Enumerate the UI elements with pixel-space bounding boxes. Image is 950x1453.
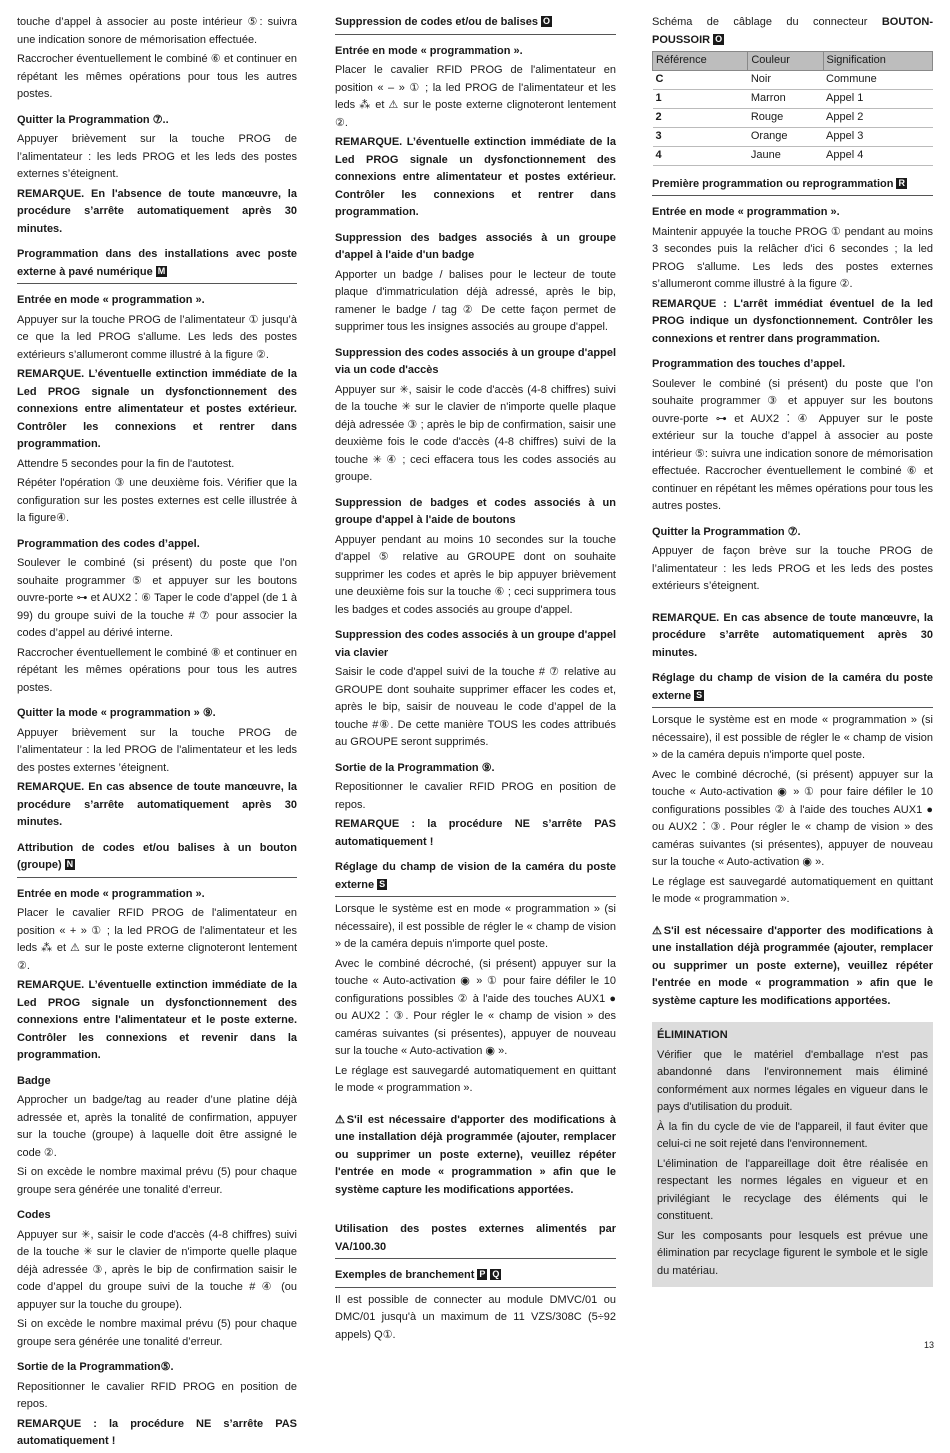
table-row bbox=[653, 146, 933, 165]
figure-tag: P bbox=[479, 1269, 486, 1279]
caption-text: Schéma de câblage du connecteur bbox=[652, 16, 868, 28]
figure-tag: Q bbox=[492, 1269, 500, 1279]
table-cell: 1 bbox=[653, 89, 748, 108]
paragraph: Appuyer brièvement sur la touche PROG de l’alimentateur : la led PROG de l'alimentateur et les leds des postes externes ’éteignent. bbox=[17, 726, 297, 774]
figure-tag: M bbox=[157, 265, 166, 276]
section-heading-camera bbox=[652, 670, 933, 708]
page-number: 13 bbox=[923, 1340, 934, 1350]
table-header-row bbox=[653, 52, 933, 71]
table-row bbox=[653, 89, 933, 108]
heading-codes: Codes bbox=[17, 1209, 51, 1221]
table-cell: Marron bbox=[748, 89, 823, 108]
table-cell: 3 bbox=[653, 127, 748, 146]
section-heading-first-programming bbox=[652, 176, 933, 197]
section-heading-text: Suppression de codes et/ou de balises bbox=[335, 16, 538, 28]
heading-badge: Badge bbox=[17, 1074, 51, 1087]
table-cell: Appel 2 bbox=[823, 108, 933, 127]
heading-entree: Entrée en mode « programmation ». bbox=[335, 44, 523, 57]
column-right bbox=[652, 14, 933, 1287]
warning-note: ⚠S'il est nécessaire d'apporter des modifications à une installation déjà programmée (ajouter, remplacer ou supprimer un poste externe), veuillez répéter l'entrée en mode « programmation » afin que le système capture les modifications apportées. bbox=[652, 924, 933, 1007]
paragraph: Le réglage est sauvegardé automatiquement en quittant le mode « programmation ». bbox=[652, 875, 933, 905]
heading-quit-programming: Quitter la Programmation ⑦. bbox=[652, 525, 801, 538]
table-header: Référence bbox=[653, 52, 748, 71]
heading-codes-access: Suppression des codes associés à un groupe d'appel via un code d'accès bbox=[335, 346, 616, 376]
paragraph: Approcher un badge/tag au reader d’une platine déjà adressée et, après la tonalité de confirmation, appuyer sur la touche (groupe) à laquelle doit être assigné le code ②. bbox=[17, 1094, 297, 1159]
section-heading-text: Réglage du champ de vision de la caméra du poste externe bbox=[652, 672, 933, 702]
section-heading-text: Attribution de codes et/ou balises à un bouton (groupe) bbox=[17, 841, 297, 871]
paragraph: Avec le combiné décroché, (si présent) appuyer sur la touche « Auto-activation ◉ » ① pour faire défiler le 10 configurations possibles ② à l'aide des touches AUX1 ● ou AUX2 ⁚ ③. Pour régler le « champ de vision » des caméras suivantes (si présentes), appuyer de nouveau sur la touche « Auto-activation ◉ ». bbox=[335, 957, 616, 1057]
heading-entree: Entrée en mode « programmation ». bbox=[652, 206, 840, 218]
figure-tag: S bbox=[379, 878, 386, 889]
remark: REMARQUE. En cas absence de toute manœuvre, la procédure s’arrête automatiquement après 30 minutes. bbox=[17, 781, 297, 828]
heading-exit: Sortie de la Programmation⑤. bbox=[17, 1361, 174, 1373]
table-cell: Appel 4 bbox=[823, 146, 933, 165]
paragraph: Appuyer sur ✳, saisir le code d'accès (4-8 chiffres) suivi de la touche ✳ sur le clavier de n'importe quelle plaque déjà adressée ③ ; après le bip de confirmation, saisir une deuxième fois le code d'accès (4-8 chiffres) suivi de la touche ✳ ④ ; ceci effacera tous les codes associés au groupe. bbox=[335, 383, 616, 483]
section-heading-text: Programmation dans des installations avec poste externe à pavé numérique bbox=[17, 248, 297, 278]
caption-connector: BOUTON-POUSSOIR bbox=[652, 16, 933, 46]
paragraph: Raccrocher éventuellement le combiné ⑥ et continuer en répétant les mêmes opérations pour tous les autres postes. bbox=[17, 53, 297, 100]
paragraph: touche d’appel à associer au poste intérieur ⑤: suivra une indication sonore de mémorisation effectuée. bbox=[17, 16, 297, 46]
paragraph: Lorsque le système est en mode « programmation » (si nécessaire), il est possible de régler le « champ de vision » de la caméra depuis n'importe quel poste. bbox=[652, 714, 933, 761]
paragraph: L'élimination de l'appareillage doit être réalisée en respectant les normes légales en vigueur et en privilégiant le recyclage des éléments qui le constituent. bbox=[657, 1157, 928, 1222]
table-cell: Appel 1 bbox=[823, 89, 933, 108]
paragraph: Placer le cavalier RFID PROG de l'alimentateur en position « + » ① ; la led PROG de l'alimentateur et les leds ⁂ et ⚠ sur le poste externe clignoteront lentement ②. bbox=[17, 907, 297, 972]
figure-tag: R bbox=[898, 177, 905, 188]
remark: REMARQUE : la procédure NE s’arrête PAS automatiquement ! bbox=[335, 818, 616, 848]
disposal-box bbox=[652, 1022, 933, 1287]
remark: REMARQUE : la procédure NE s’arrête PAS automatiquement ! bbox=[17, 1417, 297, 1447]
table-cell: Orange bbox=[748, 127, 823, 146]
remark: REMARQUE : L'arrêt immédiat éventuel de la led PROG indique un dysfonctionnement. Contrôler les connexions et rentrer dans programmation. bbox=[652, 297, 933, 345]
warning-note: ⚠S'il est nécessaire d'apporter des modifications à une installation déjà programmée (ajouter, remplacer ou supprimer un poste externe), veuillez répéter l'entrée en mode « programmation » afin que le système capture les modifications apportées. bbox=[335, 1113, 616, 1196]
paragraph: Placer le cavalier RFID PROG de l'alimentateur en position « – » ① ; la led PROG de l'alimentateur et les leds ⁂ et ⚠ sur le poste externe clignoteront lentement ②. bbox=[335, 64, 616, 129]
paragraph: Appuyer sur la touche PROG de l’alimentateur ① jusqu’à ce que la led PROG s'allume. Les leds des postes extérieurs s’allumeront comme illustré à la figure ②. bbox=[17, 313, 297, 361]
disposal-title: ÉLIMINATION bbox=[657, 1029, 728, 1041]
table-cell: 4 bbox=[653, 146, 748, 165]
table-cell: Rouge bbox=[748, 108, 823, 127]
table-row bbox=[653, 127, 933, 146]
paragraph: Soulever le combiné (si présent) du poste que l’on souhaite programmer ⑤ et appuyer sur les boutons ouvre-porte ⊶ et AUX2 ⁚ ⑥ Taper le code d’appel (de 1 à 99) du groupe suivi de la touche # ⑦ pour associer la codes d’appel au dérivé interne. bbox=[17, 557, 297, 639]
section-heading-deletion bbox=[335, 14, 616, 35]
column-left bbox=[17, 14, 297, 1453]
heading-exit: Sortie de la Programmation ⑨. bbox=[335, 761, 495, 774]
paragraph: Repositionner le cavalier RFID PROG en position de repos. bbox=[17, 1380, 297, 1410]
heading-keypad: Suppression des codes associés à un groupe d'appel via clavier bbox=[335, 629, 616, 659]
remark: REMARQUE. L’éventuelle extinction immédiate de la Led PROG signale un dysfonctionnement des connexions entre l'alimentateur et le poste externe. Contrôler les connexions et revenir dans la programmation. bbox=[17, 979, 297, 1061]
section-heading-text: Exemples de branchement bbox=[335, 1269, 475, 1281]
table-cell: 2 bbox=[653, 108, 748, 127]
table-row bbox=[653, 108, 933, 127]
paragraph: Apporter un badge / balises pour le lecteur de toute plaque d'immatriculation déjà adressé, après le bip, ramener le badge / tag ② De cette façon permet de supprimer tous les insignes associés au groupe d'appel. bbox=[335, 268, 616, 333]
section-heading-usage: Utilisation des postes externes alimentés par VA/100.30 bbox=[335, 1221, 616, 1259]
figure-tag: S bbox=[696, 689, 703, 700]
paragraph: Avec le combiné décroché, (si présent) appuyer sur la touche « Auto-activation ◉ » ① pour faire défiler le 10 configurations possibles ② à l'aide des touches AUX1 ● ou AUX2 ⁚ ③. Pour régler le « champ de vision » des caméras suivantes (si présentes), appuyer de nouveau sur la touche « Auto-activation ◉ ». bbox=[652, 768, 933, 868]
paragraph: À la fin du cycle de vie de l'appareil, il faut éviter que celui-ci ne soit rejeté dans l'environnement. bbox=[657, 1120, 928, 1150]
paragraph: Repositionner le cavalier RFID PROG en position de repos. bbox=[335, 781, 616, 811]
section-heading-examples bbox=[335, 1267, 616, 1288]
heading-codes: Programmation des codes d’appel. bbox=[17, 537, 200, 550]
table-cell: Commune bbox=[823, 70, 933, 89]
paragraph: Répéter l'opération ③ une deuxième fois. Vérifier que la configuration sur les postes externes est celle illustrée à la figure④. bbox=[17, 477, 297, 524]
paragraph: Soulever le combiné (si présent) du poste que l’on souhaite programmer ③ et appuyer sur les boutons ouvre-porte ⊶ et AUX2 ⁚ ④ Appuyer sur le poste extérieur sur la touche d’appel à associer au poste intérieur ⑤: suivra une indication sonore de mémorisation effectuée. Raccrocher éventuellement le combiné ⑥ et continuer en répétant les mêmes opérations pour tous les autres postes. bbox=[652, 377, 933, 512]
heading-call-buttons: Programmation des touches d’appel. bbox=[652, 358, 846, 370]
column-middle bbox=[335, 14, 616, 1346]
paragraph: Attendre 5 secondes pour la fin de l'autotest. bbox=[17, 457, 235, 470]
section-heading-text: Réglage du champ de vision de la caméra du poste externe bbox=[335, 861, 616, 891]
table-cell: Appel 3 bbox=[823, 127, 933, 146]
paragraph: Sur les composants pour lesquels est prévue une élimination par recyclage figurent le symbole et le sigle du matériau. bbox=[657, 1229, 928, 1277]
table-cell: Noir bbox=[748, 70, 823, 89]
heading-entree: Entrée en mode « programmation ». bbox=[17, 887, 205, 900]
paragraph: Il est possible de connecter au module DMVC/01 ou DMC/01 jusqu'à un maximum de 11 VZS/308C (5÷92 appels) Q①. bbox=[335, 1293, 616, 1341]
heading-entree: Entrée en mode « programmation ». bbox=[17, 294, 205, 306]
section-heading-camera bbox=[335, 859, 616, 897]
paragraph: Raccrocher éventuellement le combiné ⑧ et continuer en répétant les mêmes opérations pour tous les autres postes. bbox=[17, 646, 297, 694]
heading-quit-mode: Quitter la mode « programmation » ⑨. bbox=[17, 707, 216, 719]
remark: REMARQUE. En l'absence de toute manœuvre, la procédure s’arrête automatiquement après 30 minutes. bbox=[17, 187, 297, 235]
remark: REMARQUE. En cas absence de toute manœuvre, la procédure s’arrête automatiquement après 30 minutes. bbox=[652, 611, 933, 659]
remark: REMARQUE. L’éventuelle extinction immédiate de la Led PROG signale un dysfonctionnement des connexions entre alimentateur et postes extérieur. Contrôler les connexions et rentrer dans programmation. bbox=[335, 136, 616, 218]
table-row bbox=[653, 70, 933, 89]
heading-quit-programming: Quitter la Programmation ⑦.. bbox=[17, 113, 169, 126]
wiring-caption bbox=[652, 14, 933, 49]
paragraph: Maintenir appuyée la touche PROG ① pendant au moins 3 secondes puis la relâcher d'ici 6 secondes ; la led PROG s'allume. Les leds des postes externes s’allumeront comme illustré à la figure ②. bbox=[652, 225, 933, 290]
table-header: Couleur bbox=[748, 52, 823, 71]
paragraph: Appuyer brièvement sur la touche PROG de l’alimentateur : les leds PROG et les leds des postes externes s’éteignent. bbox=[17, 133, 297, 180]
table-header: Signification bbox=[823, 52, 933, 71]
figure-tag: O bbox=[542, 16, 550, 26]
paragraph: Lorsque le système est en mode « programmation » (si nécessaire), il est possible de régler le « champ de vision » de la caméra depuis n'importe quel poste. bbox=[335, 903, 616, 950]
table-cell: Jaune bbox=[748, 146, 823, 165]
heading-badges: Suppression des badges associés à un groupe d'appel à l'aide d'un badge bbox=[335, 231, 616, 261]
section-heading-keypad bbox=[17, 246, 297, 284]
table-cell: C bbox=[653, 70, 748, 89]
paragraph: Appuyer pendant au moins 10 secondes sur la touche d'appel ⑤ relative au GROUPE dont on souhaite supprimer les codes et après le bip appuyer brièvement une deuxième fois sur la touche ⑥ ; ceci supprimera tous les badges et codes associés au groupe d'appel. bbox=[335, 533, 616, 616]
paragraph: Si on excède le nombre maximal prévu (5) pour chaque groupe sera générée une tonalité d’erreur. bbox=[17, 1318, 297, 1348]
heading-buttons: Suppression de badges et codes associés à un groupe d'appel à l'aide de boutons bbox=[335, 496, 616, 526]
paragraph: Appuyer sur ✳, saisir le code d'accès (4-8 chiffres) suivi de la touche ✳ sur le clavier de n'importe quelle plaque déjà adressée ③, après le bip de confirmation saisir le code d’appel du groupe suivi de la touche # ④ (ou appuyer sur la touche du groupe). bbox=[17, 1228, 297, 1311]
wiring-table bbox=[652, 51, 933, 166]
section-heading-attribution bbox=[17, 840, 297, 878]
paragraph: Vérifier que le matériel d'emballage n'est pas abandonné dans l'environnement mais éliminé conformément aux normes légales en vigueur dans le pays d'utilisation du produit. bbox=[657, 1048, 928, 1113]
paragraph: Si on excède le nombre maximal prévu (5) pour chaque groupe sera générée une tonalité d’erreur. bbox=[17, 1166, 297, 1196]
figure-tag: N bbox=[66, 859, 74, 869]
paragraph: Appuyer de façon brève sur la touche PROG de l’alimentateur : les leds PROG et les leds des postes extérieurs s’éteignent. bbox=[652, 545, 933, 592]
section-heading-text: Première programmation ou reprogrammation bbox=[652, 177, 894, 190]
paragraph: Saisir le code d'appel suivi de la touche # ⑦ relative au GROUPE dont souhaite supprimer effacer les codes et, après le bip, saisir de nouveau le code d’appel de la touche #⑧. De cette manière TOUS les codes attribués au GROUPE seront supprimés. bbox=[335, 666, 616, 748]
paragraph: Le réglage est sauvegardé automatiquement en quittant le mode « programmation ». bbox=[335, 1064, 616, 1094]
figure-tag: O bbox=[715, 33, 723, 44]
remark: REMARQUE. L’éventuelle extinction immédiate de la Led PROG signale un dysfonctionnement des connexions entre alimentateur et postes extérieur. Contrôler les connexions et rentrer dans programmation. bbox=[17, 368, 297, 450]
